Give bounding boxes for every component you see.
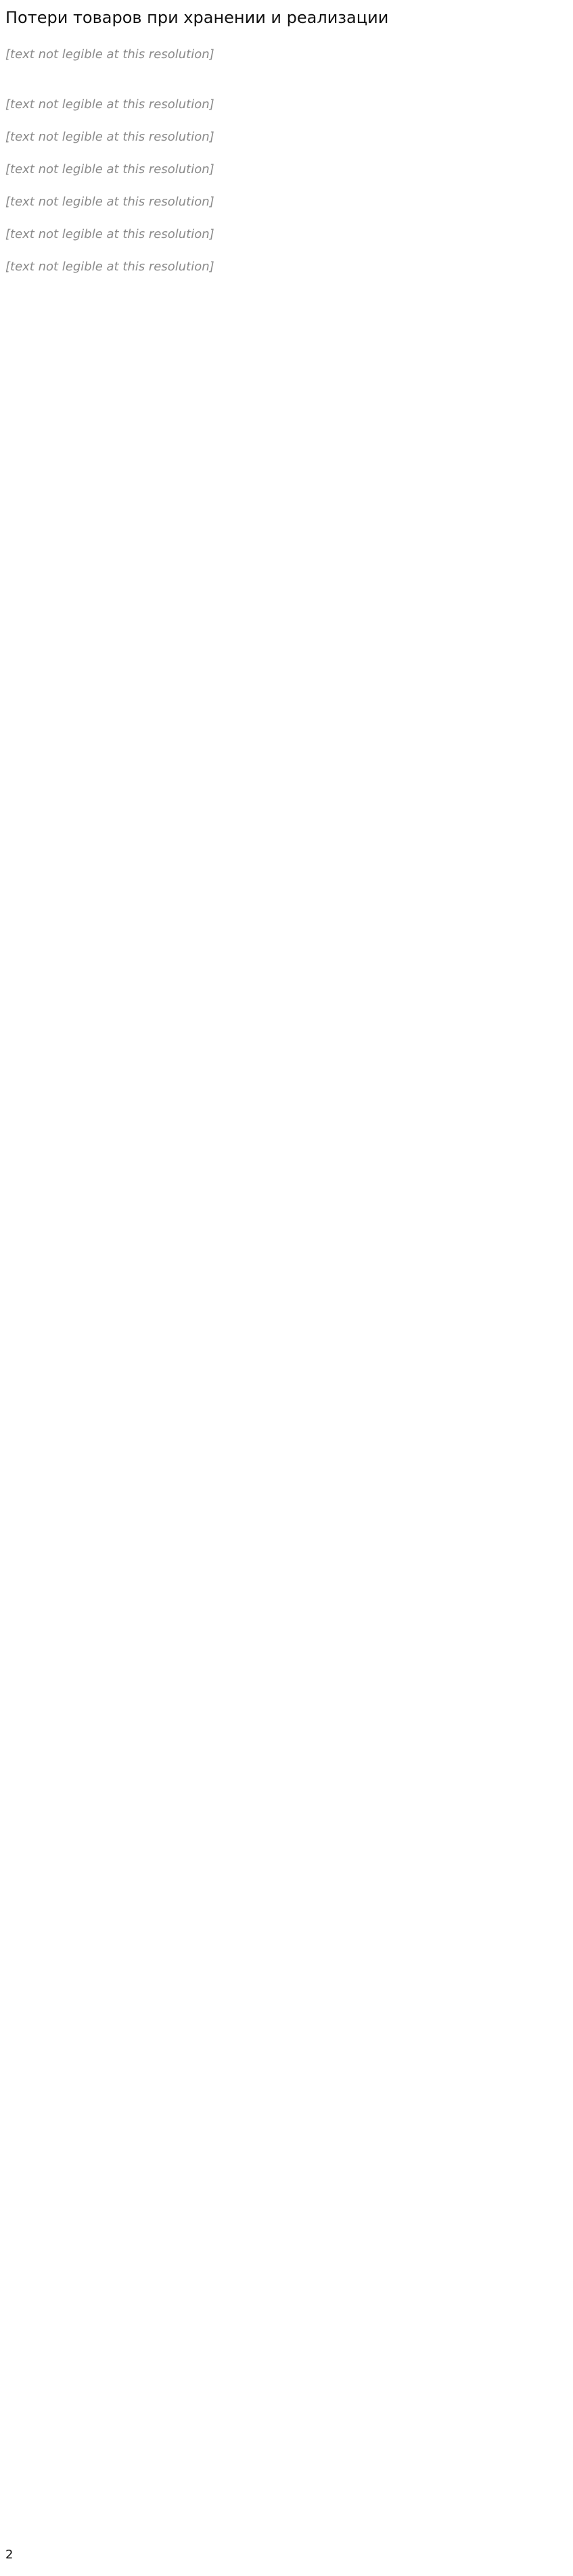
paragraph-natural-loss: [text not legible at this resolution] [5, 97, 214, 112]
page-number: 2 [5, 2548, 14, 2562]
paragraph-write-off-procedure: [text not legible at this resolution] [5, 195, 214, 209]
paragraph-accidental-losses: [text not legible at this resolution] [5, 162, 214, 176]
paragraph-definitions: [text not legible at this resolution] [5, 47, 214, 62]
document-body [5, 46, 568, 276]
paragraph-pre-sale-losses: [text not legible at this resolution] [5, 130, 214, 144]
paragraph-information-measures: [text not legible at this resolution] [5, 260, 214, 274]
paragraph-prevention-measures: [text not legible at this resolution] [5, 227, 214, 241]
document-title: Потери товаров при хранении и реализации [5, 8, 389, 27]
